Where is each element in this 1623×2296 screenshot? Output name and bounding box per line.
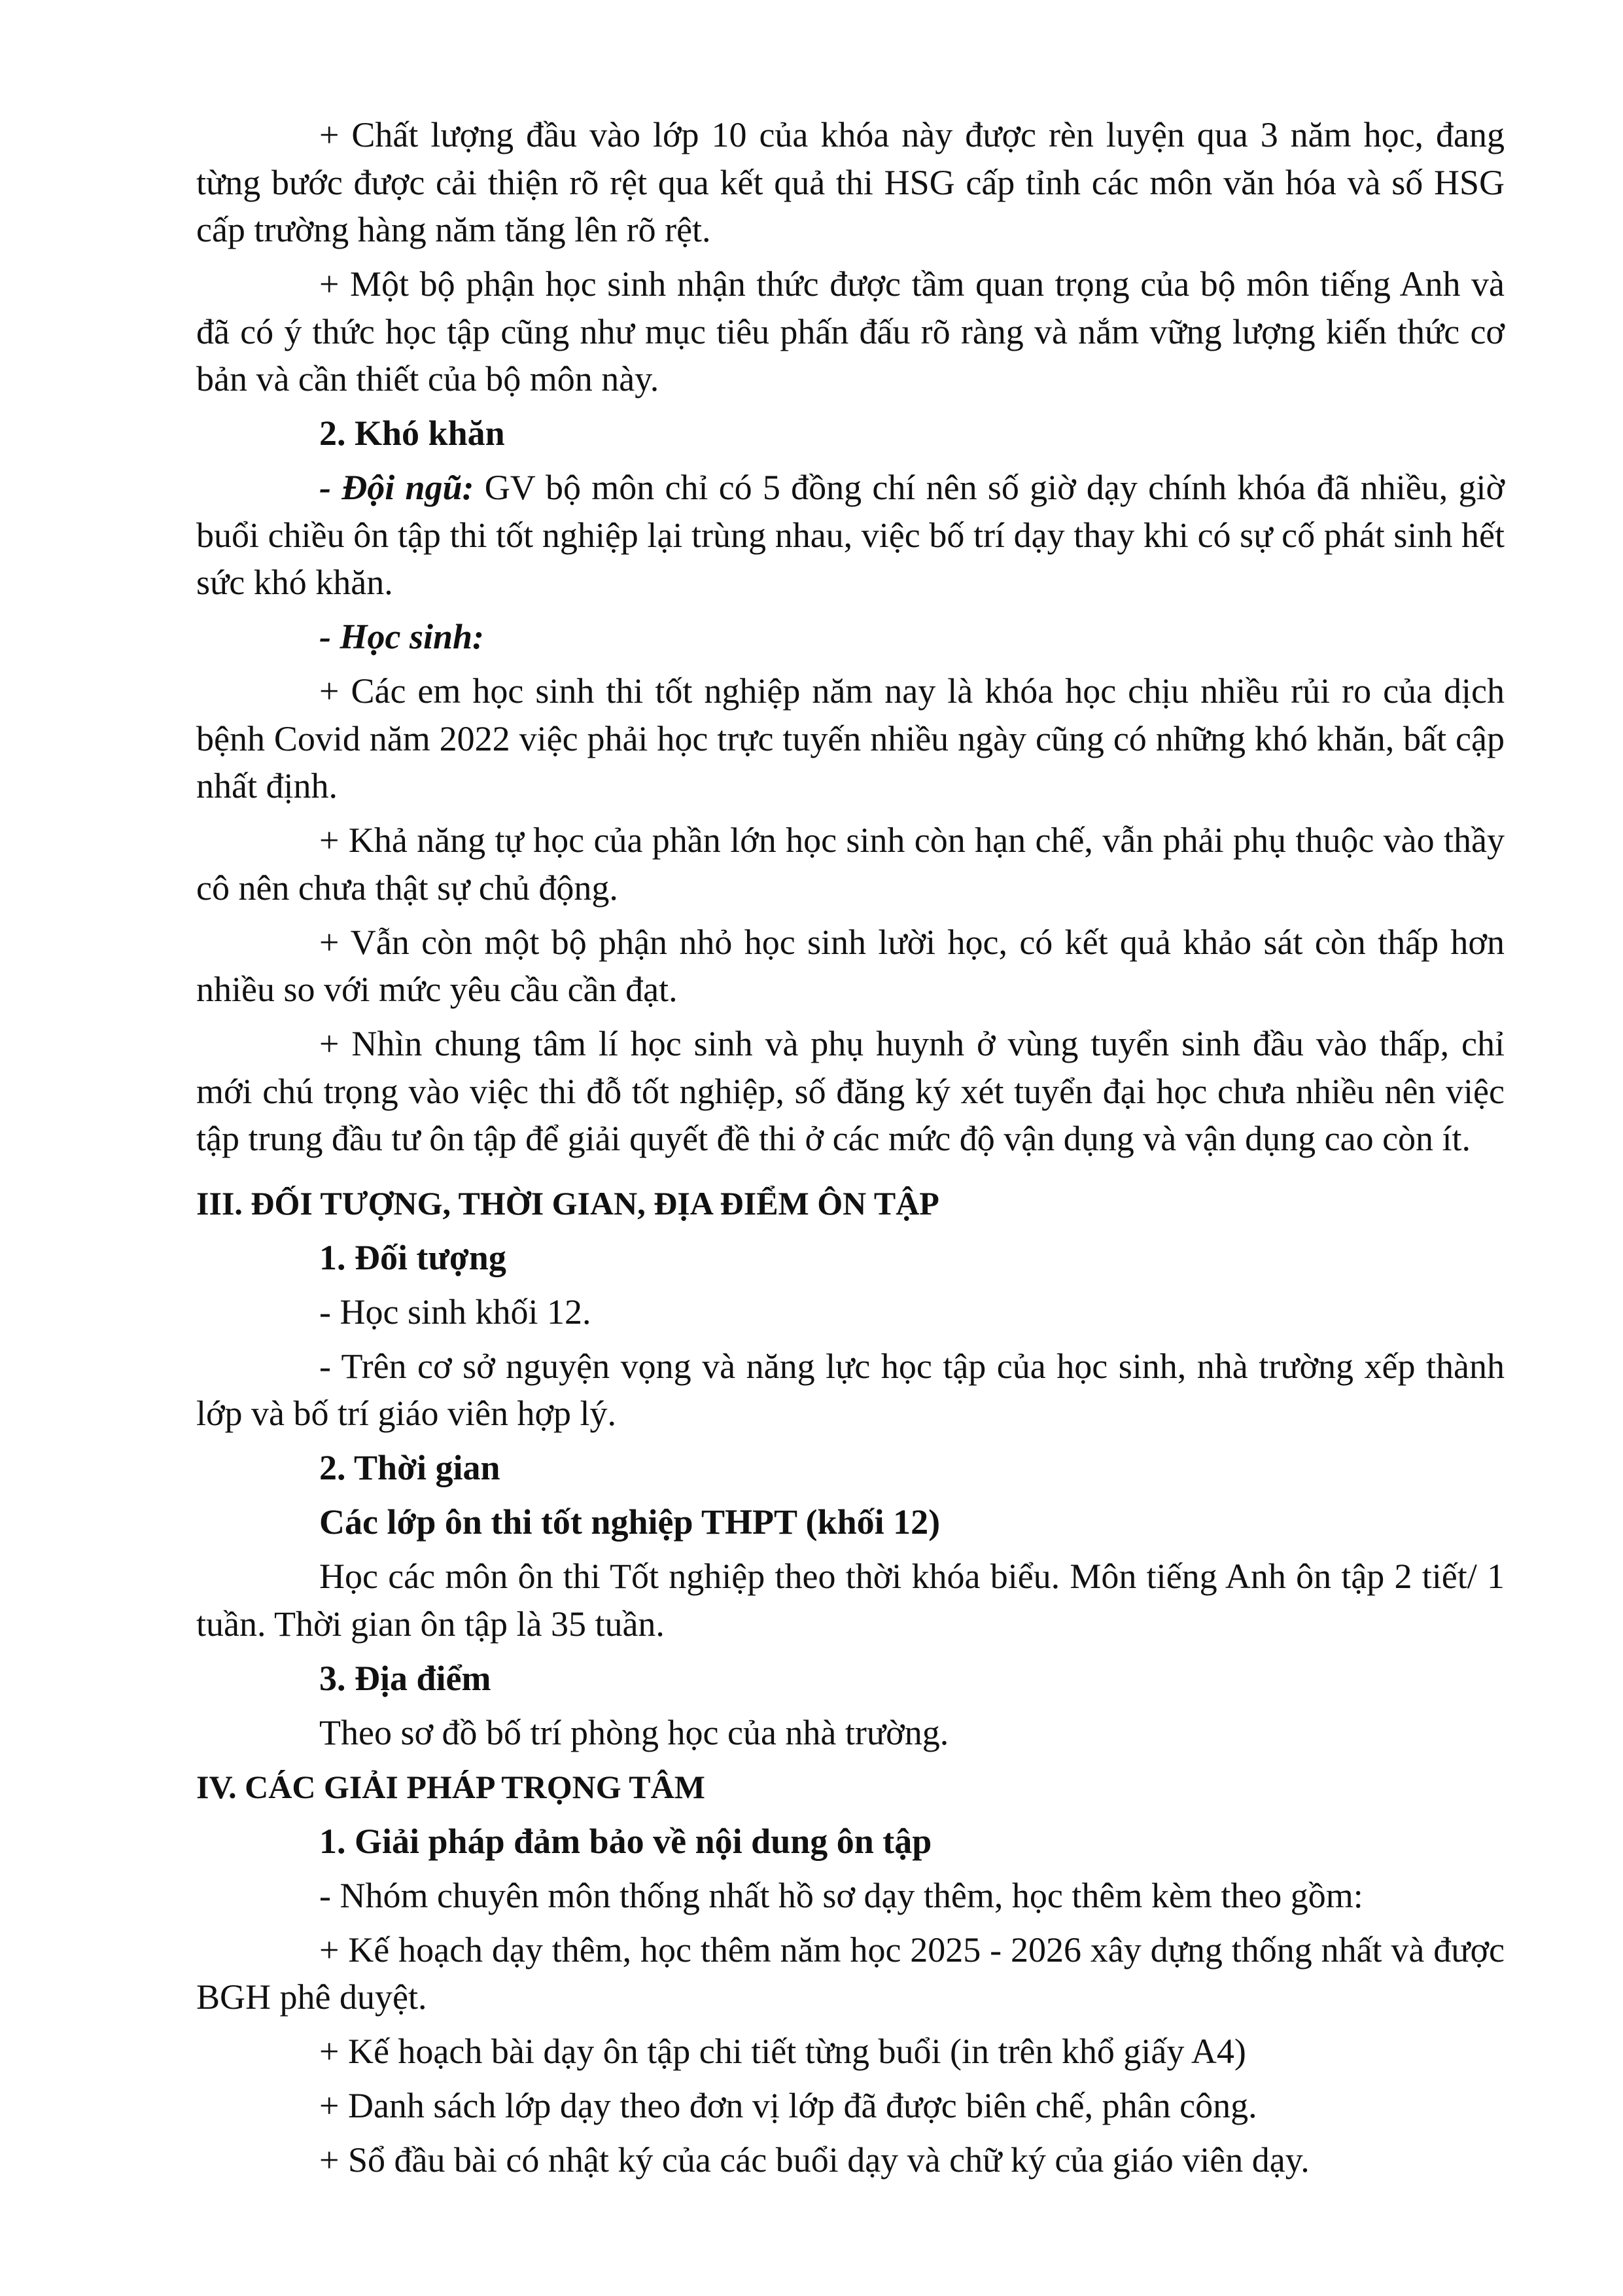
dia-diem-heading: 3. Địa điểm bbox=[319, 1658, 491, 1698]
ho-so-item: + Danh sách lớp dạy theo đơn vị lớp đã được biên chế, phân công. bbox=[319, 2086, 1257, 2125]
dia-diem-text: Theo sơ đồ bố trí phòng học của nhà trường. bbox=[319, 1712, 949, 1752]
doi-tuong-item: - Học sinh khối 12. bbox=[319, 1292, 591, 1332]
hoc-sinh-item: + Khả năng tự học của phần lớn học sinh còn hạn chế, vẫn phải phụ thuộc vào thầy cô nên chưa thật sự chủ động. bbox=[196, 821, 1505, 908]
giai-phap-noi-dung-heading: 1. Giải pháp đảm bảo về nội dung ôn tập bbox=[319, 1821, 932, 1861]
hoc-sinh-label: - Học sinh: bbox=[319, 617, 485, 656]
ho-so-item: + Sổ đầu bài có nhật ký của các buổi dạy và chữ ký của giáo viên dạy. bbox=[319, 2140, 1310, 2180]
ho-so-lead: - Nhóm chuyên môn thống nhất hồ sơ dạy thêm, học thêm kèm theo gồm: bbox=[319, 1875, 1363, 1915]
document-page bbox=[196, 111, 1505, 2191]
kho-khan-heading: 2. Khó khăn bbox=[319, 414, 505, 453]
hoc-sinh-item: + Vẫn còn một bộ phận nhỏ học sinh lười học, có kết quả khảo sát còn thấp hơn nhiều so với mức yêu cầu cần đạt. bbox=[196, 922, 1505, 1009]
thoi-gian-text: Học các môn ôn thi Tốt nghiệp theo thời khóa biểu. Môn tiếng Anh ôn tập 2 tiết/ 1 tuần. Thời gian ôn tập là 35 tuần. bbox=[196, 1557, 1505, 1644]
section-4-heading: IV. CÁC GIẢI PHÁP TRỌNG TÂM bbox=[196, 1768, 705, 1805]
ho-so-item: + Kế hoạch dạy thêm, học thêm năm học 2025 - 2026 xây dựng thống nhất và được BGH phê duyệt. bbox=[196, 1930, 1505, 2017]
thoi-gian-subheading: Các lớp ôn thi tốt nghiệp THPT (khối 12) bbox=[319, 1502, 941, 1542]
doi-ngu-label: - Đội ngũ: bbox=[319, 468, 474, 507]
doi-tuong-heading: 1. Đối tượng bbox=[319, 1237, 506, 1277]
hoc-sinh-item: + Các em học sinh thi tốt nghiệp năm nay là khóa học chịu nhiều rủi ro của dịch bệnh Covid năm 2022 việc phải học trực tuyến nhiều ngày cũng có những khó khăn, bất cập nhất định. bbox=[196, 671, 1505, 805]
intro-paragraph-2: + Một bộ phận học sinh nhận thức được tầm quan trọng của bộ môn tiếng Anh và đã có ý thức học tập cũng như mục tiêu phấn đấu rõ ràng và nắm vững lượng kiến thức cơ bản và cần thiết của bộ môn này. bbox=[196, 264, 1505, 398]
doi-tuong-item: - Trên cơ sở nguyện vọng và năng lực học tập của học sinh, nhà trường xếp thành lớp và bố trí giáo viên hợp lý. bbox=[196, 1346, 1505, 1433]
doi-ngu-text: GV bộ môn chỉ có 5 đồng chí nên số giờ dạy chính khóa đã nhiều, giờ buổi chiều ôn tập thi tốt nghiệp lại trùng nhau, việc bố trí dạy thay khi có sự cố phát sinh hết sức khó khăn. bbox=[196, 468, 1505, 602]
intro-paragraph-1: + Chất lượng đầu vào lớp 10 của khóa này được rèn luyện qua 3 năm học, đang từng bước được cải thiện rõ rệt qua kết quả thi HSG cấp tỉnh các môn văn hóa và số HSG cấp trường hàng năm tăng lên rõ rệt. bbox=[196, 115, 1505, 249]
hoc-sinh-item: + Nhìn chung tâm lí học sinh và phụ huynh ở vùng tuyển sinh đầu vào thấp, chỉ mới chú trọng vào việc thi đỗ tốt nghiệp, số đăng ký xét tuyển đại học chưa nhiều nên việc tập trung đầu tư ôn tập để giải quyết đề thi ở các mức độ vận dụng và vận dụng cao còn ít. bbox=[196, 1024, 1505, 1158]
section-3-heading: III. ĐỐI TƯỢNG, THỜI GIAN, ĐỊA ĐIỂM ÔN TẬP bbox=[196, 1184, 939, 1222]
thoi-gian-heading: 2. Thời gian bbox=[319, 1448, 500, 1487]
doi-ngu-paragraph bbox=[196, 464, 1505, 607]
ho-so-item: + Kế hoạch bài dạy ôn tập chi tiết từng buổi (in trên khổ giấy A4) bbox=[319, 2032, 1246, 2071]
